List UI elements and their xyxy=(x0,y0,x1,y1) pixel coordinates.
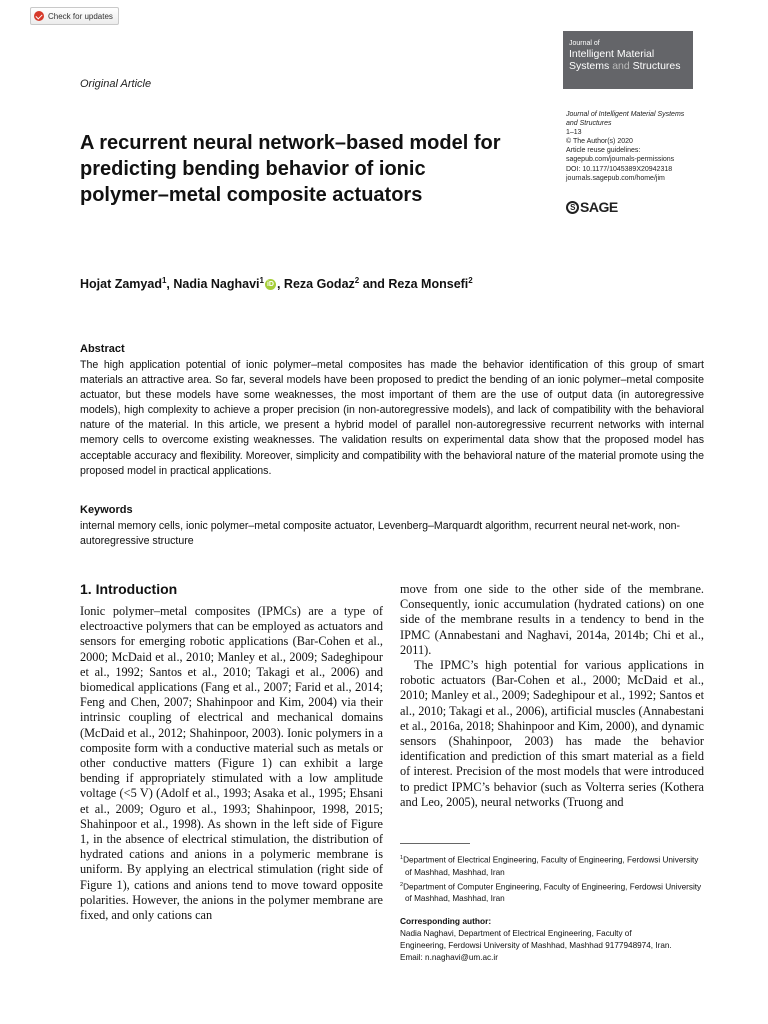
copyright: © The Author(s) 2020 xyxy=(566,138,633,146)
corresponding-author-name: Nadia Naghavi, Department of Electrical Engineering, Faculty of xyxy=(400,929,632,938)
journal-logo-systems: Systems xyxy=(569,60,610,72)
corresponding-author-address: Engineering, Ferdowsi University of Mashhad, Mashhad 9177948974, Iran. xyxy=(400,941,672,950)
journal-name-1: Journal of Intelligent Material Systems xyxy=(566,111,685,118)
abstract-text: The high application potential of ionic polymer–metal composites has made the behavior identification of this group of smart materials an attractive area. So far, several models have been proposed to predict the bending of an ionic polymer–metal composite actuator, but these models have some weaknesses, the most important of them are the use of output data (in autoregressive models), high complexity to achieve a proper precision (in non-autoregressive models), and lack of compatibility with the behavioral nature of the material. In this article, we present a hybrid model of parallel non-autoregressive recurrent networks with internal memory cells to overcome existing weaknesses. The validation results on experimental data show that the proposed model has acceptable accuracy and flexibility. Moreover, simplicity and compatibility with the behavioral nature of the material promote using the proposed model in practical applications. xyxy=(80,359,704,477)
author-name: Reza Godaz xyxy=(283,277,355,292)
author-name: Reza Monsefi xyxy=(388,277,469,292)
body-text-right-column xyxy=(400,582,704,810)
page-range: 1–13 xyxy=(566,129,582,137)
author-affiliation: 1 xyxy=(259,276,264,285)
doi[interactable]: DOI: 10.1177/1045389X20942318 xyxy=(566,165,673,173)
affiliation-footnote: $^2$Department of Computer Engineering, Faculty of Engineering, Ferdowsi University of Mashhad, Mashhad, Iran xyxy=(400,881,702,904)
article-title: A recurrent neural network–based model for predicting bending behavior of ionic polymer–metal composite actuators xyxy=(80,132,501,206)
journal-homepage-link[interactable]: journals.sagepub.com/home/jim xyxy=(566,174,665,182)
keywords-heading: Keywords xyxy=(80,504,133,516)
sage-circle-icon: S xyxy=(566,201,579,214)
orcid-icon[interactable]: iD xyxy=(266,281,274,289)
check-updates-icon xyxy=(34,11,44,21)
affiliation-footnotes xyxy=(400,852,704,905)
abstract-heading: Abstract xyxy=(80,343,125,355)
article-type: Original Article xyxy=(80,78,152,90)
journal-logo-line3 xyxy=(569,60,687,72)
corresponding-author-email[interactable]: Email: n.naghavi@um.ac.ir xyxy=(400,953,498,962)
author-list: Hojat Zamyad$^1$, Nadia Naghavi$^1$ iD , Reza Godaz$^2$ and Reza Monsefi$^2$ xyxy=(80,276,473,292)
author-affiliation: 2 xyxy=(468,276,473,285)
journal-logo-structures: Structures xyxy=(632,60,681,72)
footnote-divider xyxy=(400,843,470,844)
author-affiliation: 1 xyxy=(161,276,167,285)
corresponding-author-info xyxy=(400,928,710,964)
journal-logo xyxy=(563,31,693,89)
author-affiliation: 2 xyxy=(354,276,360,285)
check-for-updates-button[interactable] xyxy=(30,7,119,25)
author-name: Hojat Zamyad xyxy=(80,277,162,292)
publisher-name: SAGE xyxy=(580,199,618,215)
affiliation-footnote: $^1$Department of Electrical Engineering, Faculty of Engineering, Ferdowsi University of Mashhad, Mashhad, Iran xyxy=(400,855,699,877)
publication-metadata xyxy=(566,110,706,183)
corresponding-author-heading: Corresponding author: xyxy=(400,916,492,926)
section-heading: 1. Introduction xyxy=(80,581,178,597)
permissions-link[interactable]: sagepub.com/journals-permissions xyxy=(566,156,675,164)
journal-logo-and: and xyxy=(612,60,630,72)
body-text-left-column: Ionic polymer–metal composites (IPMCs) are a type of electroactive polymers that can be employed as actuators and sensors for emerging robotic applications (Bar-Cohen et al., 2000; McDaid et al., 2010; Manley et al., 2009; Sadeghipour et al., 1992; Santos et al., 2010; Takagi et al., 2006) and biomedical applications (Fang et al., 2007; Farid et al., 2014; Feng and Chen, 2007; Shahinpoor and Kim, 2004) via their intrinsic coupling of electrical and mechanical domains (McDaid et al., 2012; Shahinpoor, 2003). Ionic polymers in a composite form with a conductive material such as metals or other conductive matters (Figure 1) can exhibit a large bending if appropriately stimulated with a low amplitude voltage (<5 V) (Adolf et al., 1993; Asaka et al., 1995; Ehsani et al., 2009; Oguro et al., 1993; Shahinpoor, 1998, 2015; Shahinpoor et al., 1998). As shown in the left side of Figure 1, in the absence of electrical stimulation, the distribution of hydrated cations and anions in a polymeric membrane is uniform. By applying an electrical stimulation (right side of Figure 1), cations and anions tend to move toward opposite polarities. However, the anions in the polymer membrane are fixed, and only cations can xyxy=(80,604,383,923)
journal-logo-line2: Intelligent Material xyxy=(569,48,655,60)
paragraph: The IPMC’s high potential for various applications in robotic actuators (Bar-Cohen et al., 2000; McDaid et al., 2010; Manley et al., 2009; Sadeghipour et al., 1992; Santos et al., 2010; Takagi et al., 2006), artificial muscles (Annabestani et al., 2016a, 2018; Shahinpoor and Kim, 2000), and dynamic sensors (Shahinpoor, 2003) has made the behavior identification and prediction of this smart material as a field of interest. Precision of the most models that were introduced to predict IPMC’s behavior (such as Volterra series (Kothera and Leo, 2005), neural networks (Truong and xyxy=(400,658,704,809)
author-name: Nadia Naghavi xyxy=(173,277,260,292)
paragraph: move from one side to the other side of the membrane. Consequently, ionic accumulation (hydrated cations) on one side of the membrane results in a tendency to bend in the IPMC (Annabestani and Naghavi, 2014a, 2014b; Chi et al., 2011). xyxy=(400,582,704,657)
journal-logo-line1: Journal of xyxy=(569,40,600,47)
keywords-text: internal memory cells, ionic polymer–metal composite actuator, Levenberg–Marquardt algorithm, recurrent neural net-work, non-autoregressive structure xyxy=(80,520,681,548)
journal-name-2: and Structures xyxy=(566,120,612,128)
check-updates-label: Check for updates xyxy=(48,11,113,21)
reuse-guidelines: Article reuse guidelines: xyxy=(566,147,641,155)
sage-logo xyxy=(566,199,618,215)
